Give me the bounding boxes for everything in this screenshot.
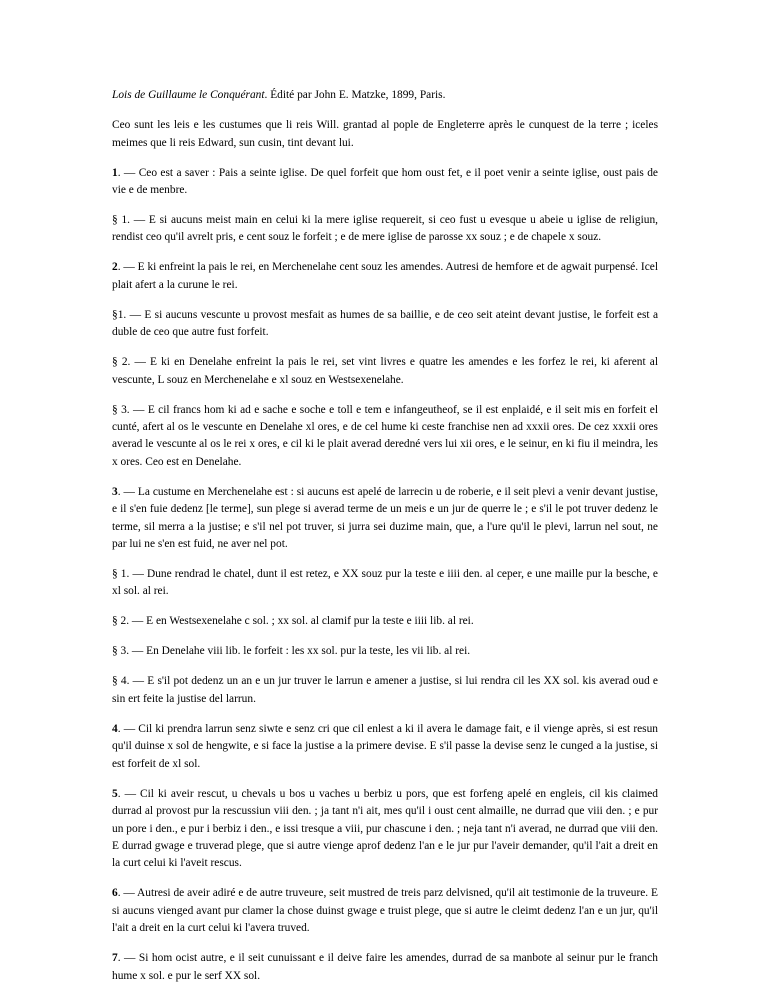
paragraph: § 1. — Dune rendrad le chatel, dunt il est retez, e XX souz pur la teste e iiii den. al ceper, e une maille pur la besche, e xl sol. al rei. [112, 568, 658, 598]
paragraph: §1. — E si aucuns vescunte u provost mesfait as humes de sa baillie, e de ceo seit ateint devant justise, le forfeit est a duble de ceo que autre fust forfeit. [112, 308, 658, 339]
article-number: 5 [112, 787, 118, 800]
paragraph: § 1. — E si aucuns meist main en celui ki la mere iglise requereit, si ceo fust u evesque u abeie u iglise de religiun, rendist ceo qu'il avrelt pris, e cent souz le forfeit ; e de mere iglise de parosse xx souz ; e de chapele x souz. [112, 214, 658, 244]
paragraph: § 3. — En Denelahe viii lib. le forfeit : les xx sol. pur la teste, les vii lib. al rei. [112, 645, 471, 658]
article-number: 2 [112, 261, 118, 274]
citation-rest: . Édité par John E. Matzke, 1899, Paris. [264, 89, 446, 101]
paragraph: 1. — Ceo est a saver : Pais a seinte iglise. De quel forfeit que hom oust fet, e il poet venir a seinte iglise, oust pais de vie e de menbre. [112, 166, 658, 197]
paragraph: 7. — Si hom ocist autre, e il seit cunuissant e il deive faire les amendes, durrad de sa manbote al seinur pur le franch hume x sol. e pur le serf XX sol. [112, 952, 658, 982]
article-number: 6 [112, 887, 118, 900]
citation [112, 87, 658, 104]
paragraph: 5. — Cil ki aveir rescut, u chevals u bos u vaches u berbiz u pors, que est forfeng apelé en engleis, cil kis claimed durrad al provost pur la rescussiun viii den. ; ja tant n'i ait, mes qu'il i oust cent almaille, ne durrad que viii den. ; e pur un pore i den., e pur i berbiz i den., e issi tresque a viii, pur chascune i den. ; neja tant n'i averad, ne durrad que viii den. E durrad gwage e truverad plege, que si autre vienge aprof dedenz l'an e le jur pur l'aveir demander, qu'il l'ait a dreit en la curt celui ki l'aveit rescus. [112, 787, 658, 870]
paragraph: § 3. — E cil francs hom ki ad e sache e soche e toll e tem e infangeutheof, se il est enplaidé, e il seit mis en forfeit el cunté, afert al os le vescunte en Denelahe xl ores, e de cel hume ki ceste franchise nen ad xxxii ores. De cez xxxii ores averad le vescunte al os le rei x ores, e cil ki le plait averad deredné vers lui xii ores, e le seinur, en ki fiu il meindra, les x ores. Ceo est en Denelahe. [112, 403, 658, 468]
article-number: 1 [112, 166, 118, 179]
paragraph: Ceo sunt les leis e les custumes que li reis Will. grantad al pople de Engleterre après le cunquest de la terre ; iceles meimes que li reis Edward, sun cusin, tint devant lui. [112, 119, 658, 149]
paragraph: 4. — Cil ki prendra larrun senz siwte e senz cri que cil enlest a ki il avera le damage fait, e il vienge après, si est resun qu'il duinse x sol de hengwite, e si face la justise a la primere devise. E s'il passe la devise senz le cunged a la justise, si est forfeit de xl sol. [112, 722, 658, 770]
paragraph: 2. — E ki enfreint la pais le rei, en Merchenelahe cent souz les amendes. Autresi de hemfore et de agwait purpensé. Icel plait afert a la curune le rei. [112, 261, 658, 291]
paragraph: § 2. — E en Westsexenelahe c sol. ; xx sol. al clamif pur la teste e iiii lib. al rei. [112, 615, 474, 628]
article-number: 4 [112, 722, 118, 735]
paragraph: § 4. — E s'il pot dedenz un an e un jur truver le larrun e amener a justise, si lui rendra cil les XX sol. kis averad oud e sin ert feite la justise del larrun. [112, 675, 658, 705]
paragraph: 6. — Autresi de aveir adiré e de autre truveure, seit mustred de treis parz delvisned, qu'il ait testimonie de la truveure. E si aucuns vienged avant pur clamer la chose duinst gwage e truist plege, que si autre le cleimt dedenz l'an e un jur, qu'il l'ait a dreit en la curt celui ki l'avera truved. [112, 887, 658, 935]
paragraph: § 2. — E ki en Denelahe enfreint la pais le rei, set vint livres e quatre les amendes e les forfez le rei, ki aferent al vescunte, L souz en Merchenelahe e xl souz en Westsexenelahe. [112, 356, 658, 386]
paragraph: 3. — La custume en Merchenelahe est : si aucuns est apelé de larrecin u de roberie, e il seit plevi a venir devant justise, e il s'en fuie dedenz [le terme], sun plege si averad terme de un meis e un jur de querre le ; e s'il le pot truver dedenz le terme, sil merra a la justise; e s'il nel pot truver, si jurra sei duzime main, que, a l'ure qu'il le plevi, larrun nel sout, ne par lui ne s'en est fuid, ne aver nel pot. [112, 485, 658, 551]
article-number: 3 [112, 485, 118, 498]
work-title: Lois de Guillaume le Conquérant [112, 89, 265, 101]
article-number: 7 [112, 952, 118, 965]
